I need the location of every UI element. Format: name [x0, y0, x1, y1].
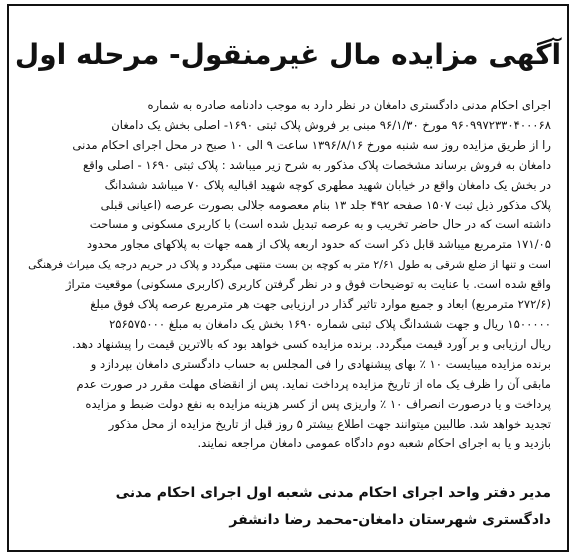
body-line: برنده مزایده میبایست ۱۰ ٪ بهای پیشنهادی را فی المجلس به حساب دادگستری دامغان بپردازد و — [90, 356, 551, 371]
body-line: بازدید و یا به اجرای احکام شعبه دوم دادگاه عمومی دامغان مراجعه نمایند. — [197, 436, 551, 451]
body-line: داشته است که در حال حاضر تخریب و به عرصه تبدیل شده است) با کاربری مسکونی و مساحت — [89, 217, 551, 232]
signature-line: مدیر دفتر واحد اجرای احکام مدنی شعبه اول اجرای احکام مدنی — [115, 485, 551, 501]
notice-body — [25, 96, 551, 454]
body-line: مابقی آن را ظرف یک ماه از تاریخ مزایده پرداخت نماید. پس از انقضای مهلت مقرر در صورت عدم — [76, 376, 551, 391]
body-line: را از طریق مزایده روز سه شنبه مورخ ۱۳۹۶/۸/۱۶ ساعت ۹ الی ۱۰ صبح در محل اجرای احکام مدنی — [72, 137, 551, 152]
body-line: پلاک مذکور ذیل ثبت ۱۵۰۷ صفحه ۴۹۲ جلد ۱۳ بنام معصومه جلالی بصورت عرصه (اعیانی قبلی — [100, 197, 551, 212]
body-line: ریال ارزیابی و بر آورد قیمت میگردد. برنده مزایده کسی خواهد بود که بالاترین قیمت را پیشنهاد دهد. — [71, 336, 551, 351]
signature-line: دادگستری شهرستان دامغان-محمد رضا دانشفر — [229, 512, 551, 528]
body-line: اجرای احکام مدنی دادگستری دامغان در نظر دارد به موجب دادنامه صادره به شماره — [147, 98, 551, 112]
body-line: ۹۶۰۹۹۷۲۳۳۰۴۰۰۰۶۸ مورخ ۹۶/۱/۳۰ مبنی بر فروش پلاک ثبتی ۱۶۹۰- اصلی بخش یک دامغان — [111, 117, 551, 132]
body-line: دامغان به فروش برساند مشخصات پلاک مذکور به شرح زیر میباشد : پلاک ثبتی ۱۶۹۰ - اصلی واقع — [83, 157, 551, 172]
body-line: پرداخت و یا درصورت انصراف ۱۰ ٪ واریزی پس از کسر هزینه مزایده به نفع دولت ضبط و مزایده — [85, 396, 551, 411]
body-line: تجدید خواهد شد. طالبین میتوانند جهت اطلاع بیشتر ۵ روز قبل از تاریخ مزایده از محل مذکور — [108, 416, 551, 431]
body-line: واقع شده است. با عنایت به توضیحات فوق و در نظر گرفتن کاربری (کاربری مسکونی) موقعیت متراژ — [65, 277, 551, 292]
body-line: (۲۷۲/۶ مترمربع) ابعاد و جمیع موارد تاثیر گذار در ارزیابی جهت هر مترمربع عرصه پلاک فوق مبلغ — [90, 297, 551, 312]
body-line: ۱۷۱/۰۵ مترمربع میباشد قابل ذکر است که حدود اربعه پلاک از همه جهات به پلاکهای مجاور محدود — [86, 237, 551, 252]
body-line: ۱۵۰۰۰۰۰ ریال و جهت ششدانگ پلاک ثبتی شماره ۱۶۹۰ بخش یک دامغان به مبلغ ۲۵۶۵۷۵۰۰۰ — [109, 316, 551, 331]
auction-notice — [7, 4, 569, 552]
notice-title: آگهی مزایده مال غیرمنقول- مرحله اول — [14, 38, 562, 71]
body-line: است و تنها از ضلع شرقی به طول ۲/۶۱ متر به کوچه بن بست منتهی میگردد و پلاک در حریم درجه یک میراث فرهنگی — [28, 258, 551, 272]
signature-block — [25, 480, 551, 534]
body-line: در بخش یک دامغان واقع در خیابان شهید مطهری کوچه شهید اقبالیه پلاک ۷۰ میباشد ششدانگ — [104, 177, 551, 192]
